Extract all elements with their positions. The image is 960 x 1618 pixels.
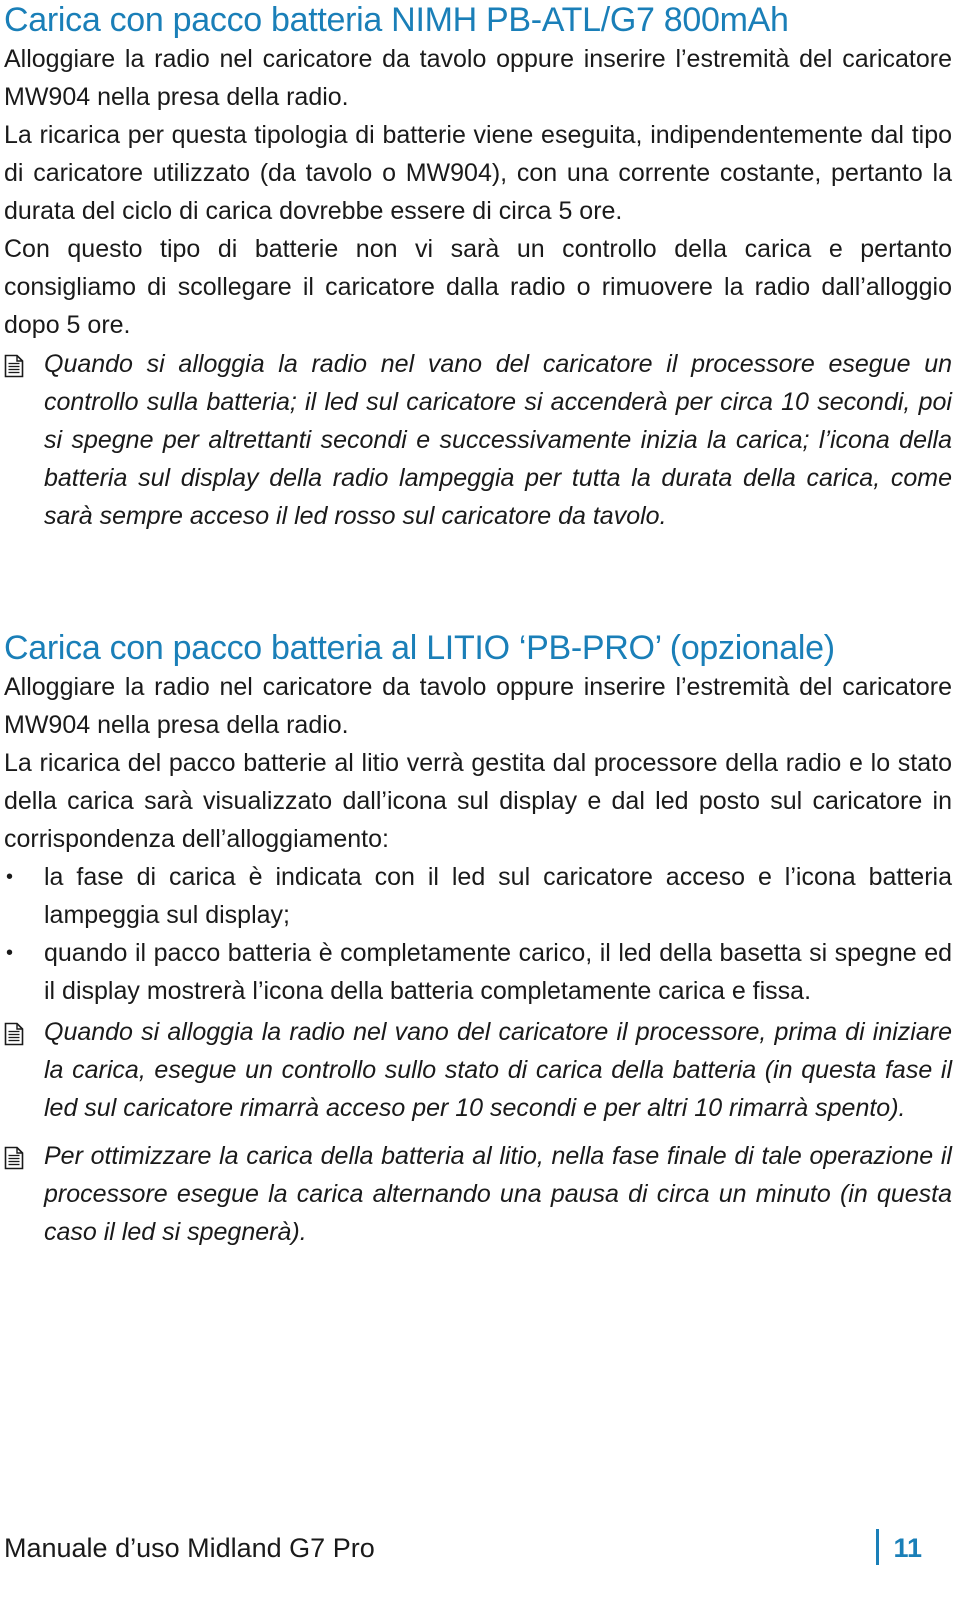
section-title-litio: Carica con pacco batteria al LITIO ‘PB-PRO’ (opzionale)	[4, 629, 835, 667]
note-document-icon	[4, 351, 24, 375]
paragraph-litio-2: La ricarica del pacco batterie al litio verrà gestita dal processore della radio e lo stato della carica sarà visualizzato dall’icona sul display e dal led posto sul caricatore in corrispondenza dell’alloggiamento:	[4, 749, 952, 853]
paragraph-nimh-1: Alloggiare la radio nel caricatore da tavolo oppure inserire l’estremità del caricatore MW904 nella presa della radio.	[4, 45, 952, 111]
note-text: Quando si alloggia la radio nel vano del caricatore il processore esegue un controllo sulla batteria; il led sul caricatore si accenderà per circa 10 secondi, poi si spegne per altrettanti secondi e successivamente inizia la carica; l’icona della batteria sul display della radio lampeggia per tutta la durata della carica, come sarà sempre acceso il led rosso sul caricatore da tavolo.	[44, 350, 952, 530]
footer-divider	[876, 1529, 879, 1565]
note-text: Per ottimizzare la carica della batteria al litio, nella fase finale di tale operazione il processore esegue la carica alternando una pausa di circa un minuto (in questa caso il led si spegnerà).	[44, 1142, 952, 1246]
page-content	[4, 0, 952, 1251]
note-document-icon	[4, 1019, 24, 1043]
note-nimh-1	[4, 345, 952, 535]
note-document-icon	[4, 1143, 24, 1167]
paragraph-litio-1: Alloggiare la radio nel caricatore da tavolo oppure inserire l’estremità del caricatore MW904 nella presa della radio.	[4, 673, 952, 739]
page-number: 11	[893, 1533, 922, 1563]
note-litio-1	[4, 1013, 952, 1127]
list-item: • quando il pacco batteria è completamente carico, il led della basetta si spegne ed il display mostrerà l’icona della batteria completamente carica e fissa.	[4, 934, 952, 1010]
page-footer	[4, 1528, 922, 1568]
paragraph-nimh-3: Con questo tipo di batterie non vi sarà un controllo della carica e pertanto consigliamo di scollegare il caricatore dalla radio o rimuovere la radio dall’alloggio dopo 5 ore.	[4, 235, 952, 339]
list-item: • la fase di carica è indicata con il led sul caricatore acceso e l’icona batteria lampeggia sul display;	[4, 858, 952, 934]
note-litio-2	[4, 1137, 952, 1251]
note-text: Quando si alloggia la radio nel vano del caricatore il processore, prima di iniziare la carica, esegue un controllo sullo stato di carica della batteria (in questa fase il led sul caricatore rimarrà acceso per 10 secondi e per altri 10 rimarrà spento).	[44, 1018, 952, 1122]
footer-manual-title: Manuale d’uso Midland G7 Pro	[4, 1533, 375, 1563]
paragraph-nimh-2: La ricarica per questa tipologia di batterie viene eseguita, indipendentemente dal tipo di caricatore utilizzato (da tavolo o MW904), con una corrente costante, pertanto la durata del ciclo di carica dovrebbe essere di circa 5 ore.	[4, 121, 952, 225]
footer-page-number-group	[876, 1528, 922, 1568]
section-title-nimh: Carica con pacco batteria NIMH PB-ATL/G7 800mAh	[4, 1, 789, 39]
charge-status-list	[4, 858, 952, 1010]
